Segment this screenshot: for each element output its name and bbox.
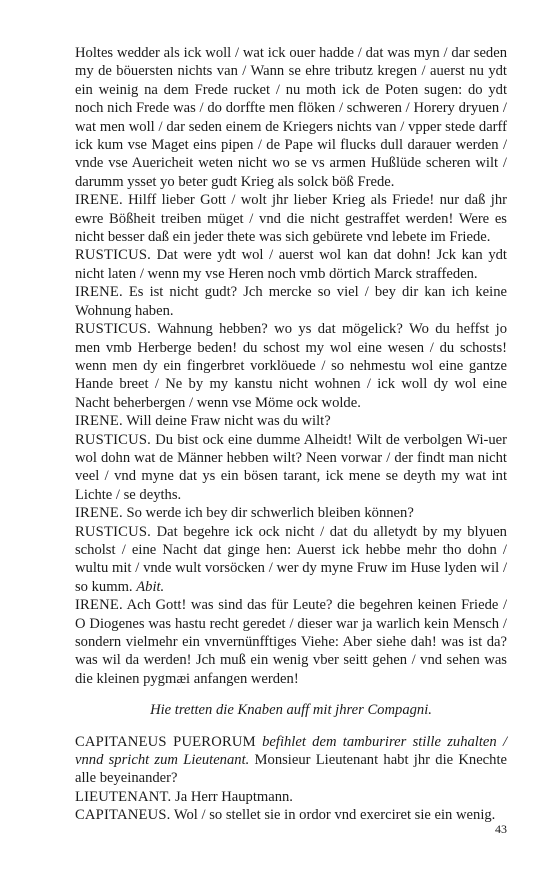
speaker-name: LIEUTENANT.	[75, 788, 172, 805]
body-text	[75, 44, 507, 825]
paragraph	[75, 806, 507, 824]
speaker-name: IRENE.	[75, 505, 123, 522]
speaker-name: IRENE.	[75, 413, 123, 430]
paragraph-text: Hilff lieber Gott / wolt jhr lieber Krieg als Friede! nur daß jhr ewre Bößheit treiben müget / vnd die nicht gestraffet werden! Were es nicht besser daß ein jeder thete was sich gebürete vnd lebete im Friede.	[75, 192, 507, 246]
paragraph-text: Holtes wedder als ick woll / wat ick ouer hadde / dat was myn / dar seden my de böuersten nichts van / Wann se ehre tributz kregen / auerst nu ydt ein weinig na dem Frede rucket / nu moth ick de Poten sugen: do ydt noch nich Frede was / do dorffte men flöken / schweren / Horery dryuen / wat men woll / dar seden einem de Kriegers nichts van / vpper stede darff ick kum vse Maget eins pipen / de Pape wil flucks dull darauer werden / vnde vse Auericheit weten nicht wo se vs armen Hußlüde scheren wilt / darumm ysset yo beter gudt Krieg als solck böß Frede.	[75, 45, 507, 190]
paragraph	[75, 246, 507, 283]
paragraph	[75, 431, 507, 505]
exit-direction: Abit.	[136, 578, 165, 595]
paragraph	[75, 44, 507, 191]
paragraph-text: Ach Gott! was sind das für Leute? die begehren keinen Friede / O Diogenes was hastu recht geredet / dieser war ja warlich kein Mensch / sondern vielmehr ein vnvernünfftiges Viehe: Aber siehe dah! was ist da? was wil da werden! Jch muß ein wenig vber seitt gehen / vnd sehen was die kleinen pygmæi anfangen werden!	[75, 597, 507, 687]
paragraph	[75, 191, 507, 246]
paragraph	[75, 733, 507, 788]
paragraph-text: Wol / so stellet sie in ordor vnd exerciret sie ein wenig.	[173, 807, 496, 824]
paragraph-text: Wahnung hebben? wo ys dat mögelick? Wo du heffst jo men vmb Herberge beden! du schost my wol eine wesen / du schosts! wenn men dy ein fingerbret vorklöuede / so nehmestu wol eine gantze Hande breet / Ne by my kanstu nicht wohnen / ick woll dy wol eine Nacht beherbergen / wenn vse Möme ock wolde.	[75, 321, 508, 411]
paragraph	[75, 412, 507, 430]
paragraph	[75, 523, 507, 597]
paragraph-text: Dat were ydt wol / auerst wol kan dat dohn! Jck kan ydt nicht laten / wenn my vse Heren noch vmb dörtich Marck straffeden.	[75, 247, 507, 282]
paragraph-text: Du bist ock eine dumme Alheidt! Wilt de verbolgen Wi-uer wol dohn wat de Männer hebben wilt? Neen vorwar / der findt man nicht veel / vnd myne dat ys ein bösen tarant, ick mene se deyth my wat int Lichte / se deyths.	[75, 431, 507, 503]
speaker-name: IRENE.	[75, 192, 123, 209]
paragraph	[75, 320, 507, 412]
paragraph-text: Dat begehre ick ock nicht / dat du alletydt by my blyuen scholst / eine Nacht dat ginge hen: Auerst ick hebbe mehr tho dohn / wultu mit / vnde wult vorsöcken / wer dy myne Fruw im Huse lyden wil / so kumm.	[75, 523, 507, 595]
paragraph	[75, 504, 507, 522]
stage-direction: Hie tretten die Knaben auff mit jhrer Compagni.	[150, 702, 432, 719]
speaker-name: RUSTICUS.	[75, 247, 152, 264]
paragraph	[75, 788, 507, 806]
speaker-name: RUSTICUS.	[75, 523, 152, 540]
paragraph-text: Will deine Fraw nicht was du wilt?	[126, 413, 331, 430]
paragraph	[75, 596, 507, 688]
speaker-name: IRENE.	[75, 597, 123, 614]
inline-direction: befihlet dem tamburirer stille zuhalten / vnnd spricht zum Lieutenant.	[75, 733, 508, 769]
paragraph	[75, 283, 507, 320]
paragraph-text: Es ist nicht gudt? Jch mercke so viel / bey dir kan ich keine Wohnung haben.	[75, 284, 507, 319]
speaker-name: IRENE.	[75, 284, 123, 301]
paragraph-text: So werde ich bey dir schwerlich bleiben können?	[126, 505, 414, 522]
speaker-name: RUSTICUS.	[75, 321, 152, 338]
page-number: 43	[495, 822, 507, 836]
paragraph-text: Ja Herr Hauptmann.	[175, 788, 293, 805]
speaker-name: CAPITANEUS.	[75, 807, 171, 824]
speaker-name: RUSTICUS.	[75, 431, 152, 448]
paragraph-text: Monsieur Lieutenant habt jhr die Knechte alle beyeinander?	[75, 752, 507, 787]
speaker-name: CAPITANEUS PUERORUM	[75, 733, 256, 750]
